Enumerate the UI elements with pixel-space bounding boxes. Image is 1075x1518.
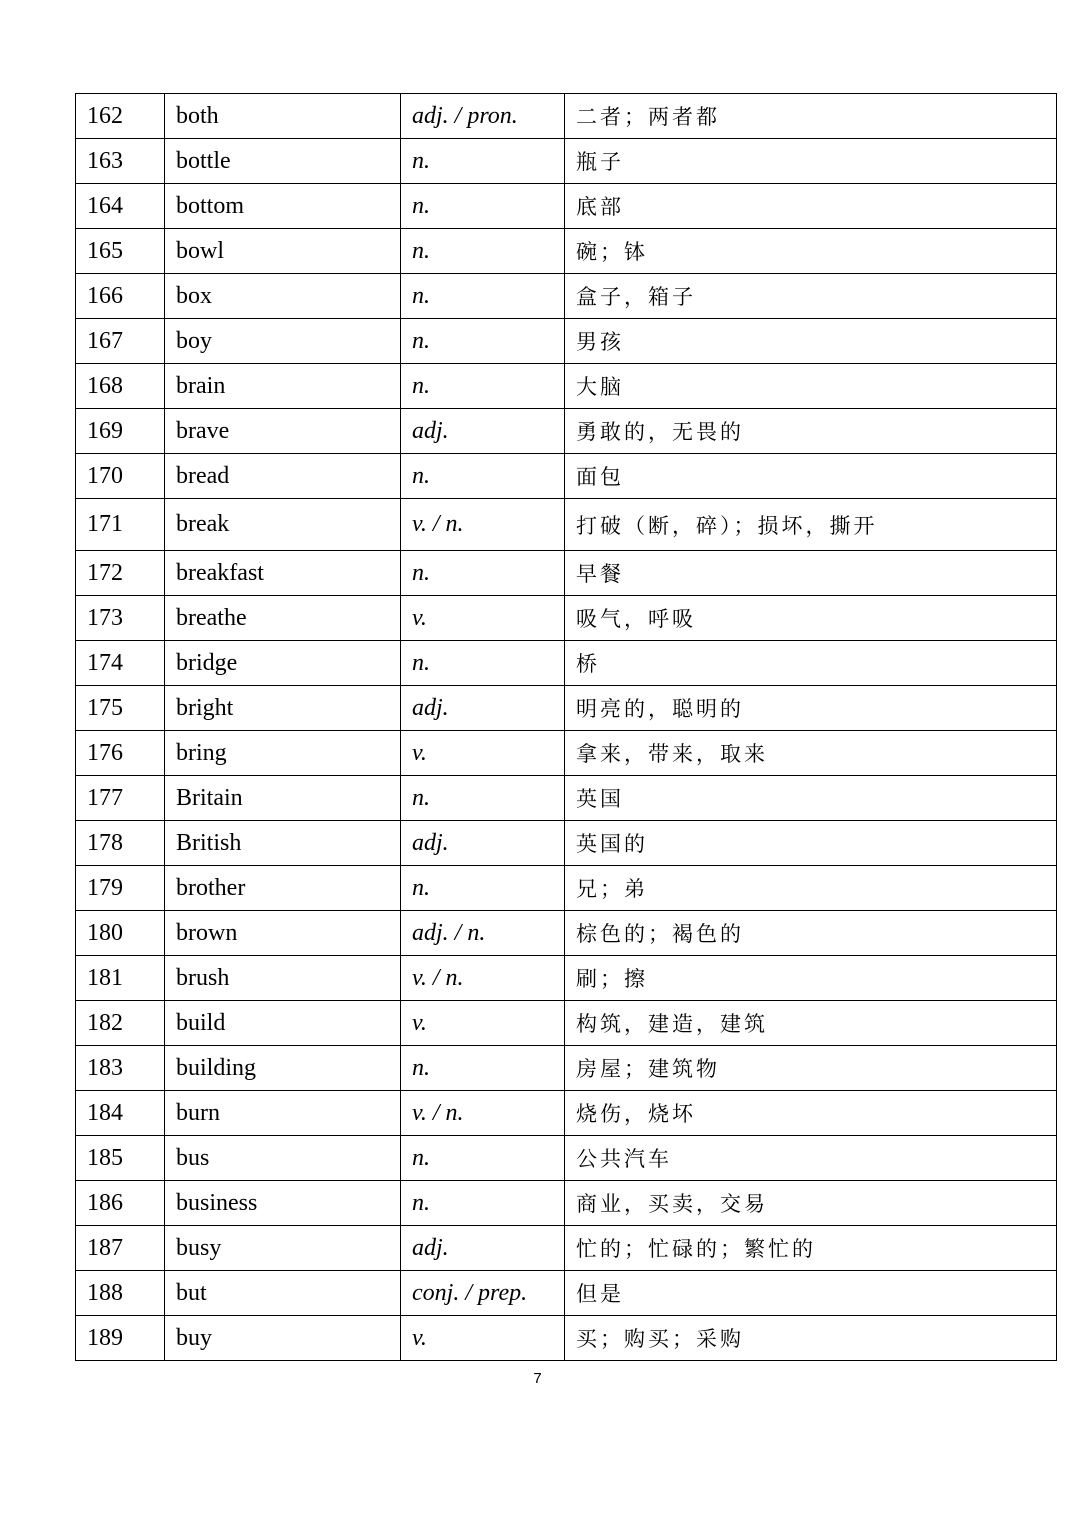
entry-part-of-speech: v.: [401, 731, 565, 776]
entry-word: bowl: [165, 229, 401, 274]
vocabulary-table-body: [76, 94, 1057, 1361]
entry-word: bottle: [165, 139, 401, 184]
entry-meaning: 打破（断，碎）；损坏，撕开: [565, 499, 1057, 551]
entry-number: 178: [76, 821, 165, 866]
entry-part-of-speech: n.: [401, 1181, 565, 1226]
vocabulary-table: [75, 93, 1057, 1361]
entry-meaning: 底部: [565, 184, 1057, 229]
entry-word: bridge: [165, 641, 401, 686]
entry-number: 187: [76, 1226, 165, 1271]
entry-meaning: 但是: [565, 1271, 1057, 1316]
entry-part-of-speech: n.: [401, 551, 565, 596]
table-row: [76, 94, 1057, 139]
entry-number: 189: [76, 1316, 165, 1361]
entry-number: 179: [76, 866, 165, 911]
entry-part-of-speech: adj.: [401, 821, 565, 866]
entry-part-of-speech: n.: [401, 319, 565, 364]
entry-number: 171: [76, 499, 165, 551]
entry-meaning: 二者；两者都: [565, 94, 1057, 139]
entry-number: 168: [76, 364, 165, 409]
entry-word: bring: [165, 731, 401, 776]
entry-number: 166: [76, 274, 165, 319]
entry-number: 174: [76, 641, 165, 686]
table-row: [76, 776, 1057, 821]
entry-meaning: 英国的: [565, 821, 1057, 866]
entry-part-of-speech: v. / n.: [401, 956, 565, 1001]
entry-meaning: 男孩: [565, 319, 1057, 364]
entry-number: 186: [76, 1181, 165, 1226]
table-row: [76, 1181, 1057, 1226]
entry-meaning: 烧伤，烧坏: [565, 1091, 1057, 1136]
entry-part-of-speech: adj.: [401, 686, 565, 731]
entry-part-of-speech: n.: [401, 641, 565, 686]
entry-word: brother: [165, 866, 401, 911]
table-row: [76, 1136, 1057, 1181]
entry-number: 181: [76, 956, 165, 1001]
table-row: [76, 139, 1057, 184]
entry-word: buy: [165, 1316, 401, 1361]
entry-number: 177: [76, 776, 165, 821]
entry-meaning: 早餐: [565, 551, 1057, 596]
entry-part-of-speech: n.: [401, 184, 565, 229]
entry-meaning: 兄；弟: [565, 866, 1057, 911]
entry-meaning: 面包: [565, 454, 1057, 499]
table-row: [76, 821, 1057, 866]
entry-word: box: [165, 274, 401, 319]
table-row: [76, 319, 1057, 364]
entry-number: 176: [76, 731, 165, 776]
table-row: [76, 866, 1057, 911]
entry-word: bread: [165, 454, 401, 499]
entry-part-of-speech: adj.: [401, 1226, 565, 1271]
entry-meaning: 瓶子: [565, 139, 1057, 184]
entry-meaning: 英国: [565, 776, 1057, 821]
entry-number: 172: [76, 551, 165, 596]
table-row: [76, 1316, 1057, 1361]
table-row: [76, 499, 1057, 551]
entry-number: 162: [76, 94, 165, 139]
entry-part-of-speech: n.: [401, 454, 565, 499]
entry-word: but: [165, 1271, 401, 1316]
entry-word: building: [165, 1046, 401, 1091]
entry-word: boy: [165, 319, 401, 364]
table-row: [76, 274, 1057, 319]
entry-word: build: [165, 1001, 401, 1046]
entry-meaning: 构筑，建造，建筑: [565, 1001, 1057, 1046]
entry-word: business: [165, 1181, 401, 1226]
table-row: [76, 364, 1057, 409]
table-row: [76, 686, 1057, 731]
entry-word: brush: [165, 956, 401, 1001]
entry-number: 164: [76, 184, 165, 229]
entry-meaning: 碗；钵: [565, 229, 1057, 274]
table-row: [76, 596, 1057, 641]
entry-word: breakfast: [165, 551, 401, 596]
entry-part-of-speech: v.: [401, 596, 565, 641]
entry-part-of-speech: v. / n.: [401, 1091, 565, 1136]
entry-meaning: 盒子，箱子: [565, 274, 1057, 319]
entry-meaning: 桥: [565, 641, 1057, 686]
entry-word: British: [165, 821, 401, 866]
entry-meaning: 棕色的；褐色的: [565, 911, 1057, 956]
entry-part-of-speech: n.: [401, 229, 565, 274]
entry-part-of-speech: n.: [401, 274, 565, 319]
entry-word: busy: [165, 1226, 401, 1271]
entry-number: 180: [76, 911, 165, 956]
entry-meaning: 大脑: [565, 364, 1057, 409]
entry-number: 173: [76, 596, 165, 641]
entry-word: bottom: [165, 184, 401, 229]
entry-part-of-speech: v. / n.: [401, 499, 565, 551]
table-row: [76, 731, 1057, 776]
entry-part-of-speech: adj.: [401, 409, 565, 454]
entry-word: Britain: [165, 776, 401, 821]
entry-meaning: 明亮的，聪明的: [565, 686, 1057, 731]
entry-meaning: 公共汽车: [565, 1136, 1057, 1181]
entry-part-of-speech: adj. / n.: [401, 911, 565, 956]
entry-number: 170: [76, 454, 165, 499]
entry-number: 188: [76, 1271, 165, 1316]
table-row: [76, 641, 1057, 686]
entry-word: break: [165, 499, 401, 551]
entry-meaning: 买；购买；采购: [565, 1316, 1057, 1361]
entry-word: burn: [165, 1091, 401, 1136]
entry-meaning: 商业，买卖，交易: [565, 1181, 1057, 1226]
table-row: [76, 409, 1057, 454]
table-row: [76, 1091, 1057, 1136]
entry-part-of-speech: n.: [401, 364, 565, 409]
entry-number: 169: [76, 409, 165, 454]
entry-number: 165: [76, 229, 165, 274]
entry-number: 167: [76, 319, 165, 364]
entry-number: 175: [76, 686, 165, 731]
entry-word: brain: [165, 364, 401, 409]
entry-number: 185: [76, 1136, 165, 1181]
entry-number: 163: [76, 139, 165, 184]
table-row: [76, 229, 1057, 274]
entry-number: 182: [76, 1001, 165, 1046]
table-row: [76, 956, 1057, 1001]
entry-word: bus: [165, 1136, 401, 1181]
entry-part-of-speech: conj. / prep.: [401, 1271, 565, 1316]
table-row: [76, 454, 1057, 499]
table-row: [76, 1226, 1057, 1271]
table-row: [76, 1046, 1057, 1091]
entry-word: brown: [165, 911, 401, 956]
table-row: [76, 551, 1057, 596]
entry-word: brave: [165, 409, 401, 454]
table-row: [76, 1271, 1057, 1316]
entry-meaning: 拿来，带来，取来: [565, 731, 1057, 776]
table-row: [76, 1001, 1057, 1046]
entry-part-of-speech: v.: [401, 1001, 565, 1046]
entry-word: bright: [165, 686, 401, 731]
entry-part-of-speech: adj. / pron.: [401, 94, 565, 139]
entry-part-of-speech: v.: [401, 1316, 565, 1361]
entry-meaning: 勇敢的，无畏的: [565, 409, 1057, 454]
entry-number: 183: [76, 1046, 165, 1091]
entry-part-of-speech: n.: [401, 1136, 565, 1181]
entry-meaning: 忙的；忙碌的；繁忙的: [565, 1226, 1057, 1271]
entry-meaning: 吸气，呼吸: [565, 596, 1057, 641]
entry-part-of-speech: n.: [401, 866, 565, 911]
entry-part-of-speech: n.: [401, 139, 565, 184]
entry-part-of-speech: n.: [401, 1046, 565, 1091]
entry-word: breathe: [165, 596, 401, 641]
entry-meaning: 刷；擦: [565, 956, 1057, 1001]
entry-part-of-speech: n.: [401, 776, 565, 821]
entry-word: both: [165, 94, 401, 139]
entry-number: 184: [76, 1091, 165, 1136]
entry-meaning: 房屋；建筑物: [565, 1046, 1057, 1091]
table-row: [76, 184, 1057, 229]
page-number: 7: [533, 1370, 542, 1387]
table-row: [76, 911, 1057, 956]
